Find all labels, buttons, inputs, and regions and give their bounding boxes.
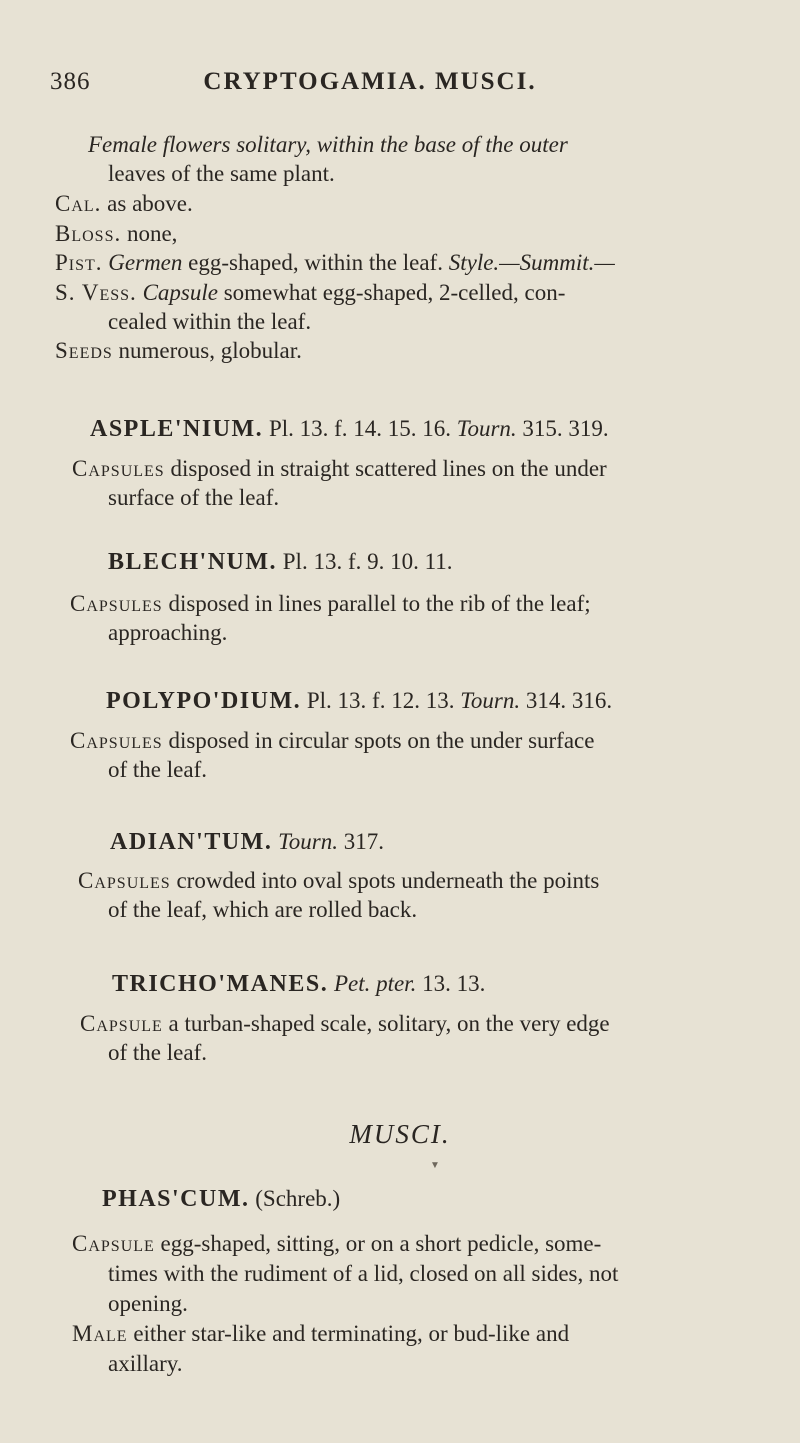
description-text: crowded into oval spots underneath the points bbox=[170, 868, 600, 893]
pistil-line bbox=[55, 249, 615, 277]
style-summit-text: Style.—Summit.— bbox=[448, 250, 615, 275]
genus-description bbox=[70, 590, 591, 618]
page-number: 386 bbox=[50, 68, 91, 95]
genus-ref-pages: 314. 316. bbox=[520, 688, 613, 713]
text-line bbox=[108, 308, 311, 336]
genus-name: BLECH'NUM. bbox=[108, 549, 278, 575]
description-text: a turban-shaped scale, solitary, on the very edge bbox=[162, 1011, 610, 1036]
blossom-label: Bloss. bbox=[55, 221, 122, 246]
genus-ref-pages: 317. bbox=[337, 829, 384, 854]
genus-description-cont bbox=[108, 1039, 207, 1067]
capsules-label: Capsules bbox=[78, 868, 171, 893]
male-description-cont bbox=[108, 1350, 183, 1378]
description-text: of the leaf. bbox=[108, 1040, 207, 1065]
seeds-line bbox=[55, 337, 302, 365]
genus-heading bbox=[108, 548, 453, 576]
genus-heading bbox=[110, 828, 384, 856]
genus-ref-pages: 315. 319. bbox=[516, 416, 609, 441]
description-text: times with the rudiment of a lid, closed on all sides, not bbox=[108, 1261, 619, 1286]
capsule-label: Capsule bbox=[72, 1231, 155, 1256]
genus-ref-author: Tourn. bbox=[460, 688, 521, 713]
genus-description-cont bbox=[108, 484, 279, 512]
calyx-line bbox=[55, 190, 193, 218]
genus-name: ASPLE'NIUM. bbox=[90, 416, 264, 442]
capsule-label: Capsule bbox=[80, 1011, 163, 1036]
description-text: of the leaf. bbox=[108, 757, 207, 782]
description-text: disposed in straight scattered lines on the under bbox=[164, 456, 607, 481]
genus-ref: Pl. 13. f. 12. 13. bbox=[301, 688, 461, 713]
male-description bbox=[72, 1320, 569, 1348]
genus-description-cont bbox=[108, 1260, 618, 1288]
description-text: opening. bbox=[108, 1291, 188, 1316]
genus-ref: (Schreb.) bbox=[249, 1186, 341, 1211]
female-flowers-cont: leaves of the same plant. bbox=[108, 161, 335, 186]
blossom-text: none, bbox=[121, 221, 178, 246]
description-text: either star-like and terminating, or bud-like and bbox=[127, 1321, 570, 1346]
genus-description bbox=[72, 1230, 601, 1258]
genus-description bbox=[72, 455, 607, 483]
genus-description-cont bbox=[108, 896, 417, 924]
genus-name: TRICHO'MANES. bbox=[112, 971, 329, 997]
genus-name: ADIAN'TUM. bbox=[110, 829, 273, 855]
seeds-label: Seeds bbox=[55, 338, 113, 363]
genus-description bbox=[78, 867, 599, 895]
genus-ref: Pl. 13. f. 14. 15. 16. bbox=[263, 416, 457, 441]
germen-label: Germen bbox=[102, 250, 183, 275]
calyx-text: as above. bbox=[101, 191, 193, 216]
genus-heading bbox=[102, 1185, 340, 1213]
vessel-label: S. Vess. bbox=[55, 280, 137, 305]
text-line bbox=[108, 160, 335, 188]
genus-ref-author: Tourn. bbox=[272, 829, 338, 854]
description-text: of the leaf, which are rolled back. bbox=[108, 897, 418, 922]
male-label: Male bbox=[72, 1321, 128, 1346]
genus-heading bbox=[106, 687, 612, 715]
description-text: disposed in lines parallel to the rib of the leaf; bbox=[162, 591, 591, 616]
genus-ref-author: Tourn. bbox=[456, 416, 517, 441]
capsules-label: Capsules bbox=[72, 456, 165, 481]
pistil-label: Pist. bbox=[55, 250, 103, 275]
vessel-line bbox=[55, 279, 565, 307]
vessel-cont: cealed within the leaf. bbox=[108, 309, 312, 334]
description-text: axillary. bbox=[108, 1351, 183, 1376]
genus-description bbox=[70, 727, 594, 755]
female-flowers-text: Female flowers solitary, within the base of the outer bbox=[88, 132, 568, 157]
description-text: egg-shaped, sitting, or on a short pedicle, some- bbox=[154, 1231, 602, 1256]
description-text: surface of the leaf. bbox=[108, 485, 280, 510]
genus-description-cont bbox=[108, 1290, 188, 1318]
description-text: approaching. bbox=[108, 620, 228, 645]
capsule-label: Capsule bbox=[136, 280, 218, 305]
description-text: disposed in circular spots on the under surface bbox=[162, 728, 595, 753]
calyx-label: Cal. bbox=[55, 191, 102, 216]
genus-heading bbox=[90, 415, 609, 443]
genus-ref-pages: 13. 13. bbox=[416, 971, 486, 996]
section-heading-text: MUSCI. bbox=[349, 1119, 451, 1149]
capsules-label: Capsules bbox=[70, 591, 163, 616]
genus-description-cont bbox=[108, 756, 207, 784]
genus-ref-author: Pet. pter. bbox=[328, 971, 417, 996]
seeds-text: numerous, globular. bbox=[112, 338, 302, 363]
genus-heading bbox=[112, 970, 485, 998]
section-heading bbox=[0, 1120, 800, 1148]
genus-name: PHAS'CUM. bbox=[102, 1186, 250, 1212]
ornament-mark: ▼ bbox=[430, 1160, 440, 1171]
running-title: CRYPTOGAMIA. MUSCI. bbox=[203, 68, 537, 95]
genus-name: POLYPO'DIUM. bbox=[106, 688, 302, 714]
pistil-text: egg-shaped, within the leaf. bbox=[182, 250, 449, 275]
genus-description-cont bbox=[108, 619, 227, 647]
genus-ref: Pl. 13. f. 9. 10. 11. bbox=[277, 549, 453, 574]
blossom-line bbox=[55, 220, 177, 248]
capsules-label: Capsules bbox=[70, 728, 163, 753]
genus-description bbox=[80, 1010, 610, 1038]
vessel-text: somewhat egg-shaped, 2-celled, con- bbox=[217, 280, 566, 305]
text-line bbox=[88, 131, 568, 159]
